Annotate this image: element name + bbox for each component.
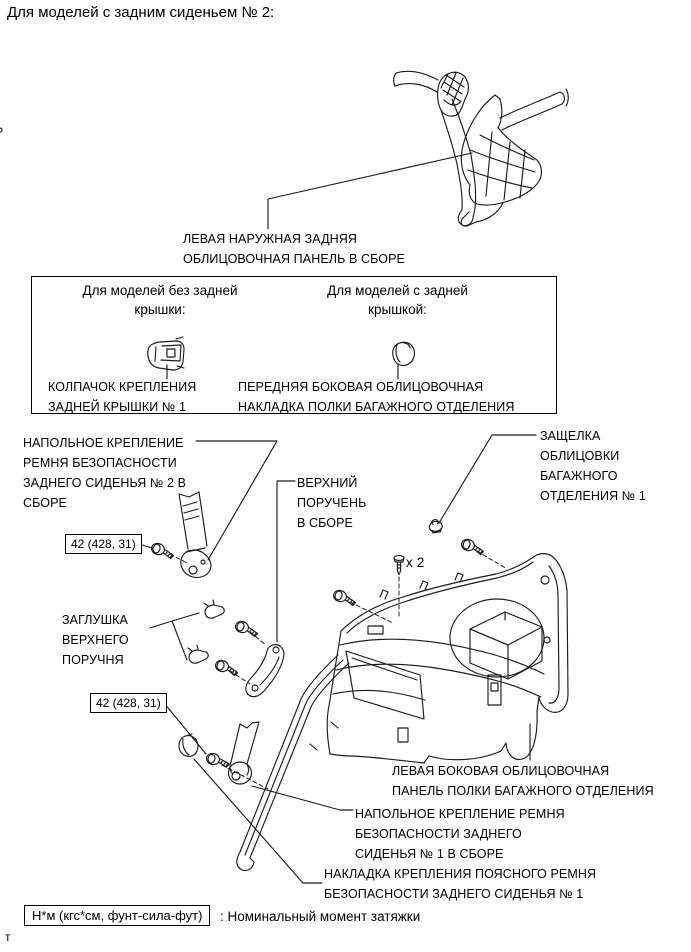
label-deck-side-panel bbox=[392, 761, 654, 801]
label-line: ПОРУЧНЯ bbox=[62, 653, 124, 667]
variant-title-line: Для моделей с bbox=[327, 283, 421, 298]
label-outer-rear-panel bbox=[183, 229, 405, 269]
label-line: БЕЗОПАСНОСТИ ЗАДНЕГО bbox=[355, 827, 522, 841]
torque-unit-box: Н*м (кгс*см, фунт-сила-фут) bbox=[24, 905, 210, 926]
variant-title-line: задней крышки: bbox=[134, 283, 238, 317]
label-deck-trim-pad bbox=[238, 377, 514, 417]
label-line: ЛЕВАЯ БОКОВАЯ ОБЛИЦОВОЧНАЯ bbox=[392, 764, 610, 778]
label-line: ОБЛИЦОВКИ bbox=[540, 449, 620, 463]
label-line: ВЕРХНИЙ bbox=[297, 476, 358, 490]
label-back-door-cap bbox=[48, 377, 196, 417]
label-line: СИДЕНЬЯ № 1 В СБОРЕ bbox=[355, 847, 504, 861]
label-line: НАКЛАДКА ПОЛКИ БАГАЖНОГО ОТДЕЛЕНИЯ bbox=[238, 400, 515, 414]
label-line: ОБЛИЦОВОЧНАЯ ПАНЕЛЬ В СБОРЕ bbox=[183, 252, 405, 266]
label-line: В СБОРЕ bbox=[297, 516, 353, 530]
label-line: x 2 bbox=[406, 555, 425, 570]
label-line: ПЕРЕДНЯЯ БОКОВАЯ ОБЛИЦОВОЧНАЯ bbox=[238, 380, 484, 394]
label-line: ЗАДНЕГО СИДЕНЬЯ № 2 В bbox=[23, 476, 187, 490]
label-line: ПОРУЧЕНЬ bbox=[297, 496, 367, 510]
label-assist-grip bbox=[297, 473, 366, 533]
torque-spec-box-1: 42 (428, 31) bbox=[65, 534, 142, 554]
page-title: Для моделей с задним сиденьем № 2: bbox=[7, 4, 275, 21]
torque-spec-box-2: 42 (428, 31) bbox=[90, 693, 167, 713]
label-line: ПАНЕЛЬ ПОЛКИ БАГАЖНОГО ОТДЕЛЕНИЯ bbox=[392, 784, 654, 798]
upper-panel-illustration bbox=[0, 71, 568, 226]
quantity-note bbox=[406, 553, 424, 573]
label-line: РЕМНЯ БЕЗОПАСНОСТИ bbox=[23, 456, 177, 470]
label-line: ЛЕВАЯ НАРУЖНАЯ ЗАДНЯЯ bbox=[183, 232, 358, 246]
label-floor-anchor-no2 bbox=[23, 433, 186, 513]
label-luggage-trim-clip bbox=[540, 426, 646, 506]
label-grip-plug bbox=[62, 610, 129, 670]
assist-grip bbox=[246, 645, 284, 697]
label-line: БЕЗОПАСНОСТИ ЗАДНЕГО СИДЕНЬЯ № 1 bbox=[324, 887, 584, 901]
label-line: ЗАГЛУШКА bbox=[62, 613, 128, 627]
label-line: ВЕРХНЕГО bbox=[62, 633, 129, 647]
label-line: КОЛПАЧОК КРЕПЛЕНИЯ bbox=[48, 380, 197, 394]
variant-right-title bbox=[315, 281, 480, 319]
label-line: НАПОЛЬНОЕ КРЕПЛЕНИЕ bbox=[23, 436, 184, 450]
lap-belt-cover-part bbox=[179, 734, 198, 756]
label-line: ЗАЩЕЛКА bbox=[540, 429, 601, 443]
label-line: СБОРЕ bbox=[23, 496, 67, 510]
page-marker: т bbox=[5, 930, 11, 944]
label-line: ЗАДНЕЙ КРЫШКИ № 1 bbox=[48, 400, 187, 414]
label-line: НАПОЛЬНОЕ КРЕПЛЕНИЕ РЕМНЯ bbox=[355, 807, 565, 821]
deck-side-panel-illustration bbox=[327, 554, 568, 763]
variant-title-line: Для моделей без bbox=[82, 283, 190, 298]
grip-plug-caps bbox=[188, 600, 224, 663]
torque-note: : Номинальный момент затяжки bbox=[220, 909, 421, 924]
label-floor-anchor-no1 bbox=[355, 804, 565, 864]
label-line: НАКЛАДКА КРЕПЛЕНИЯ ПОЯСНОГО РЕМНЯ bbox=[324, 867, 597, 881]
label-line: ОТДЕЛЕНИЯ № 1 bbox=[540, 489, 646, 503]
variant-left-title bbox=[80, 281, 240, 319]
variant-title-line: задней крышкой: bbox=[368, 283, 468, 317]
label-line: БАГАЖНОГО bbox=[540, 469, 618, 483]
seatbelt-anchor-no1 bbox=[229, 722, 260, 784]
label-lap-belt-cover bbox=[324, 864, 596, 904]
